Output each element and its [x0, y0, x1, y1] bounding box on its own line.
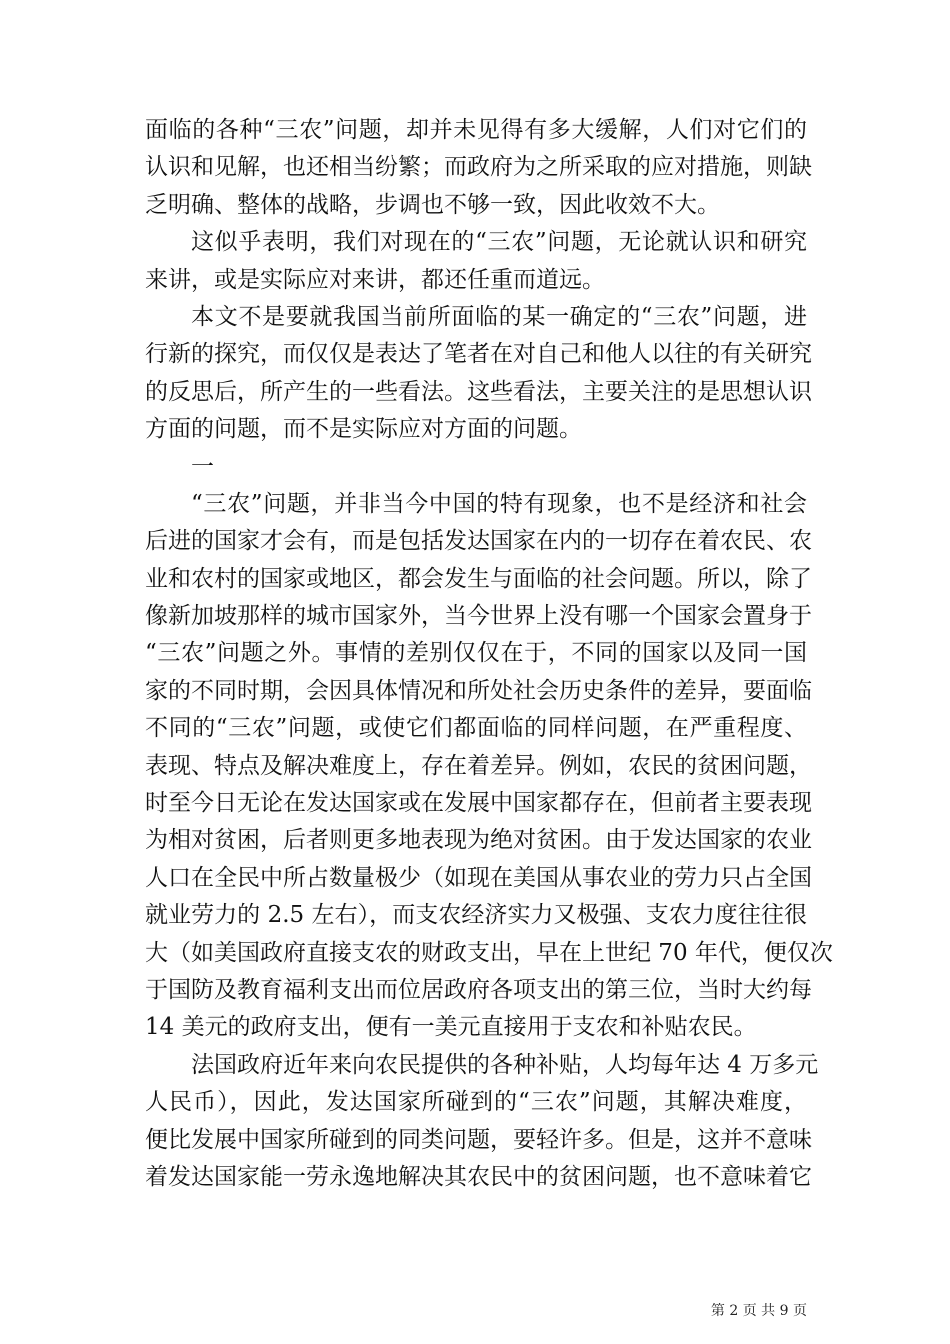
text-line: 人民币），因此，发达国家所碰到的“三农”问题，其解决难度， [145, 1089, 807, 1116]
text-line: 这似乎表明，我们对现在的“三农”问题，无论就认识和研究 [191, 229, 807, 256]
text-line: 人口在全民中所占数量极少（如现在美国从事农业的劳力只占全国 [145, 864, 812, 891]
text-line: 行新的探究，而仅仅是表达了笔者在对自己和他人以往的有关研究 [145, 341, 812, 368]
text-line: 14 美元的政府支出，便有一美元直接用于支农和补贴农民。 [145, 1014, 757, 1041]
page-number-label: 第 2 页 共 9 页 [710, 1303, 807, 1319]
text-line: 为相对贫困，后者则更多地表现为绝对贫困。由于发达国家的农业 [145, 827, 812, 854]
text-line: 像新加坡那样的城市国家外，当今世界上没有哪一个国家会置身于 [145, 603, 812, 630]
text-line: 于国防及教育福利支出而位居政府各项支出的第三位，当时大约每 [145, 976, 812, 1003]
text-line: 后进的国家才会有，而是包括发达国家在内的一切存在着农民、农 [145, 528, 812, 555]
paragraph [145, 224, 807, 299]
text-line: 业和农村的国家或地区，都会发生与面临的社会问题。所以，除了 [145, 565, 812, 592]
text-line: “三农”问题，并非当今中国的特有现象，也不是经济和社会 [191, 490, 807, 517]
text-line: 表现、特点及解决难度上，存在着差异。例如，农民的贫困问题， [145, 752, 812, 779]
paragraph [145, 299, 812, 449]
text-line: 认识和见解，也还相当纷繁；而政府为之所采取的应对措施，则缺 [145, 154, 812, 181]
text-line: 法国政府近年来向农民提供的各种补贴，人均每年达 4 万多元 [191, 1051, 819, 1078]
text-line: 的反思后，所产生的一些看法。这些看法，主要关注的是思想认识 [145, 378, 812, 405]
text-line: 家的不同时期，会因具体情况和所处社会历史条件的差异，要面临 [145, 677, 812, 704]
paragraph [145, 486, 833, 1047]
text-line: 本文不是要就我国当前所面临的某一确定的“三农”问题，进 [191, 303, 807, 330]
text-line: 便比发展中国家所碰到的同类问题，要轻许多。但是，这并不意味 [145, 1126, 812, 1153]
text-line: 就业劳力的 2.5 左右），而支农经济实力又极强、支农力度往往很 [145, 902, 807, 929]
text-line: 面临的各种“三农”问题，却并未见得有多大缓解，人们对它们的 [145, 117, 807, 143]
text-line: 不同的“三农”问题，或使它们都面临的同样问题，在严重程度、 [145, 715, 807, 742]
text-line: 大（如美国政府直接支农的财政支出，早在上世纪 70 年代，便仅次 [145, 939, 833, 966]
page-footer [690, 1302, 807, 1320]
document-body [145, 112, 833, 1196]
paragraph [145, 1047, 819, 1197]
paragraph [145, 112, 812, 224]
text-line: 方面的问题，而不是实际应对方面的问题。 [145, 416, 582, 443]
text-line: 着发达国家能一劳永逸地解决其农民中的贫困问题，也不意味着它 [145, 1163, 812, 1190]
section-heading [145, 449, 807, 486]
text-line: 来讲，或是实际应对来讲，都还任重而道远。 [145, 266, 605, 293]
text-line: 时至今日无论在发达国家或在发展中国家都存在，但前者主要表现 [145, 790, 812, 817]
text-line: “三农”问题之外。事情的差别仅仅在于，不同的国家以及同一国 [145, 640, 807, 667]
section-number: 一 [191, 453, 214, 480]
text-line: 乏明确、整体的战略，步调也不够一致，因此收效不大。 [145, 191, 720, 218]
